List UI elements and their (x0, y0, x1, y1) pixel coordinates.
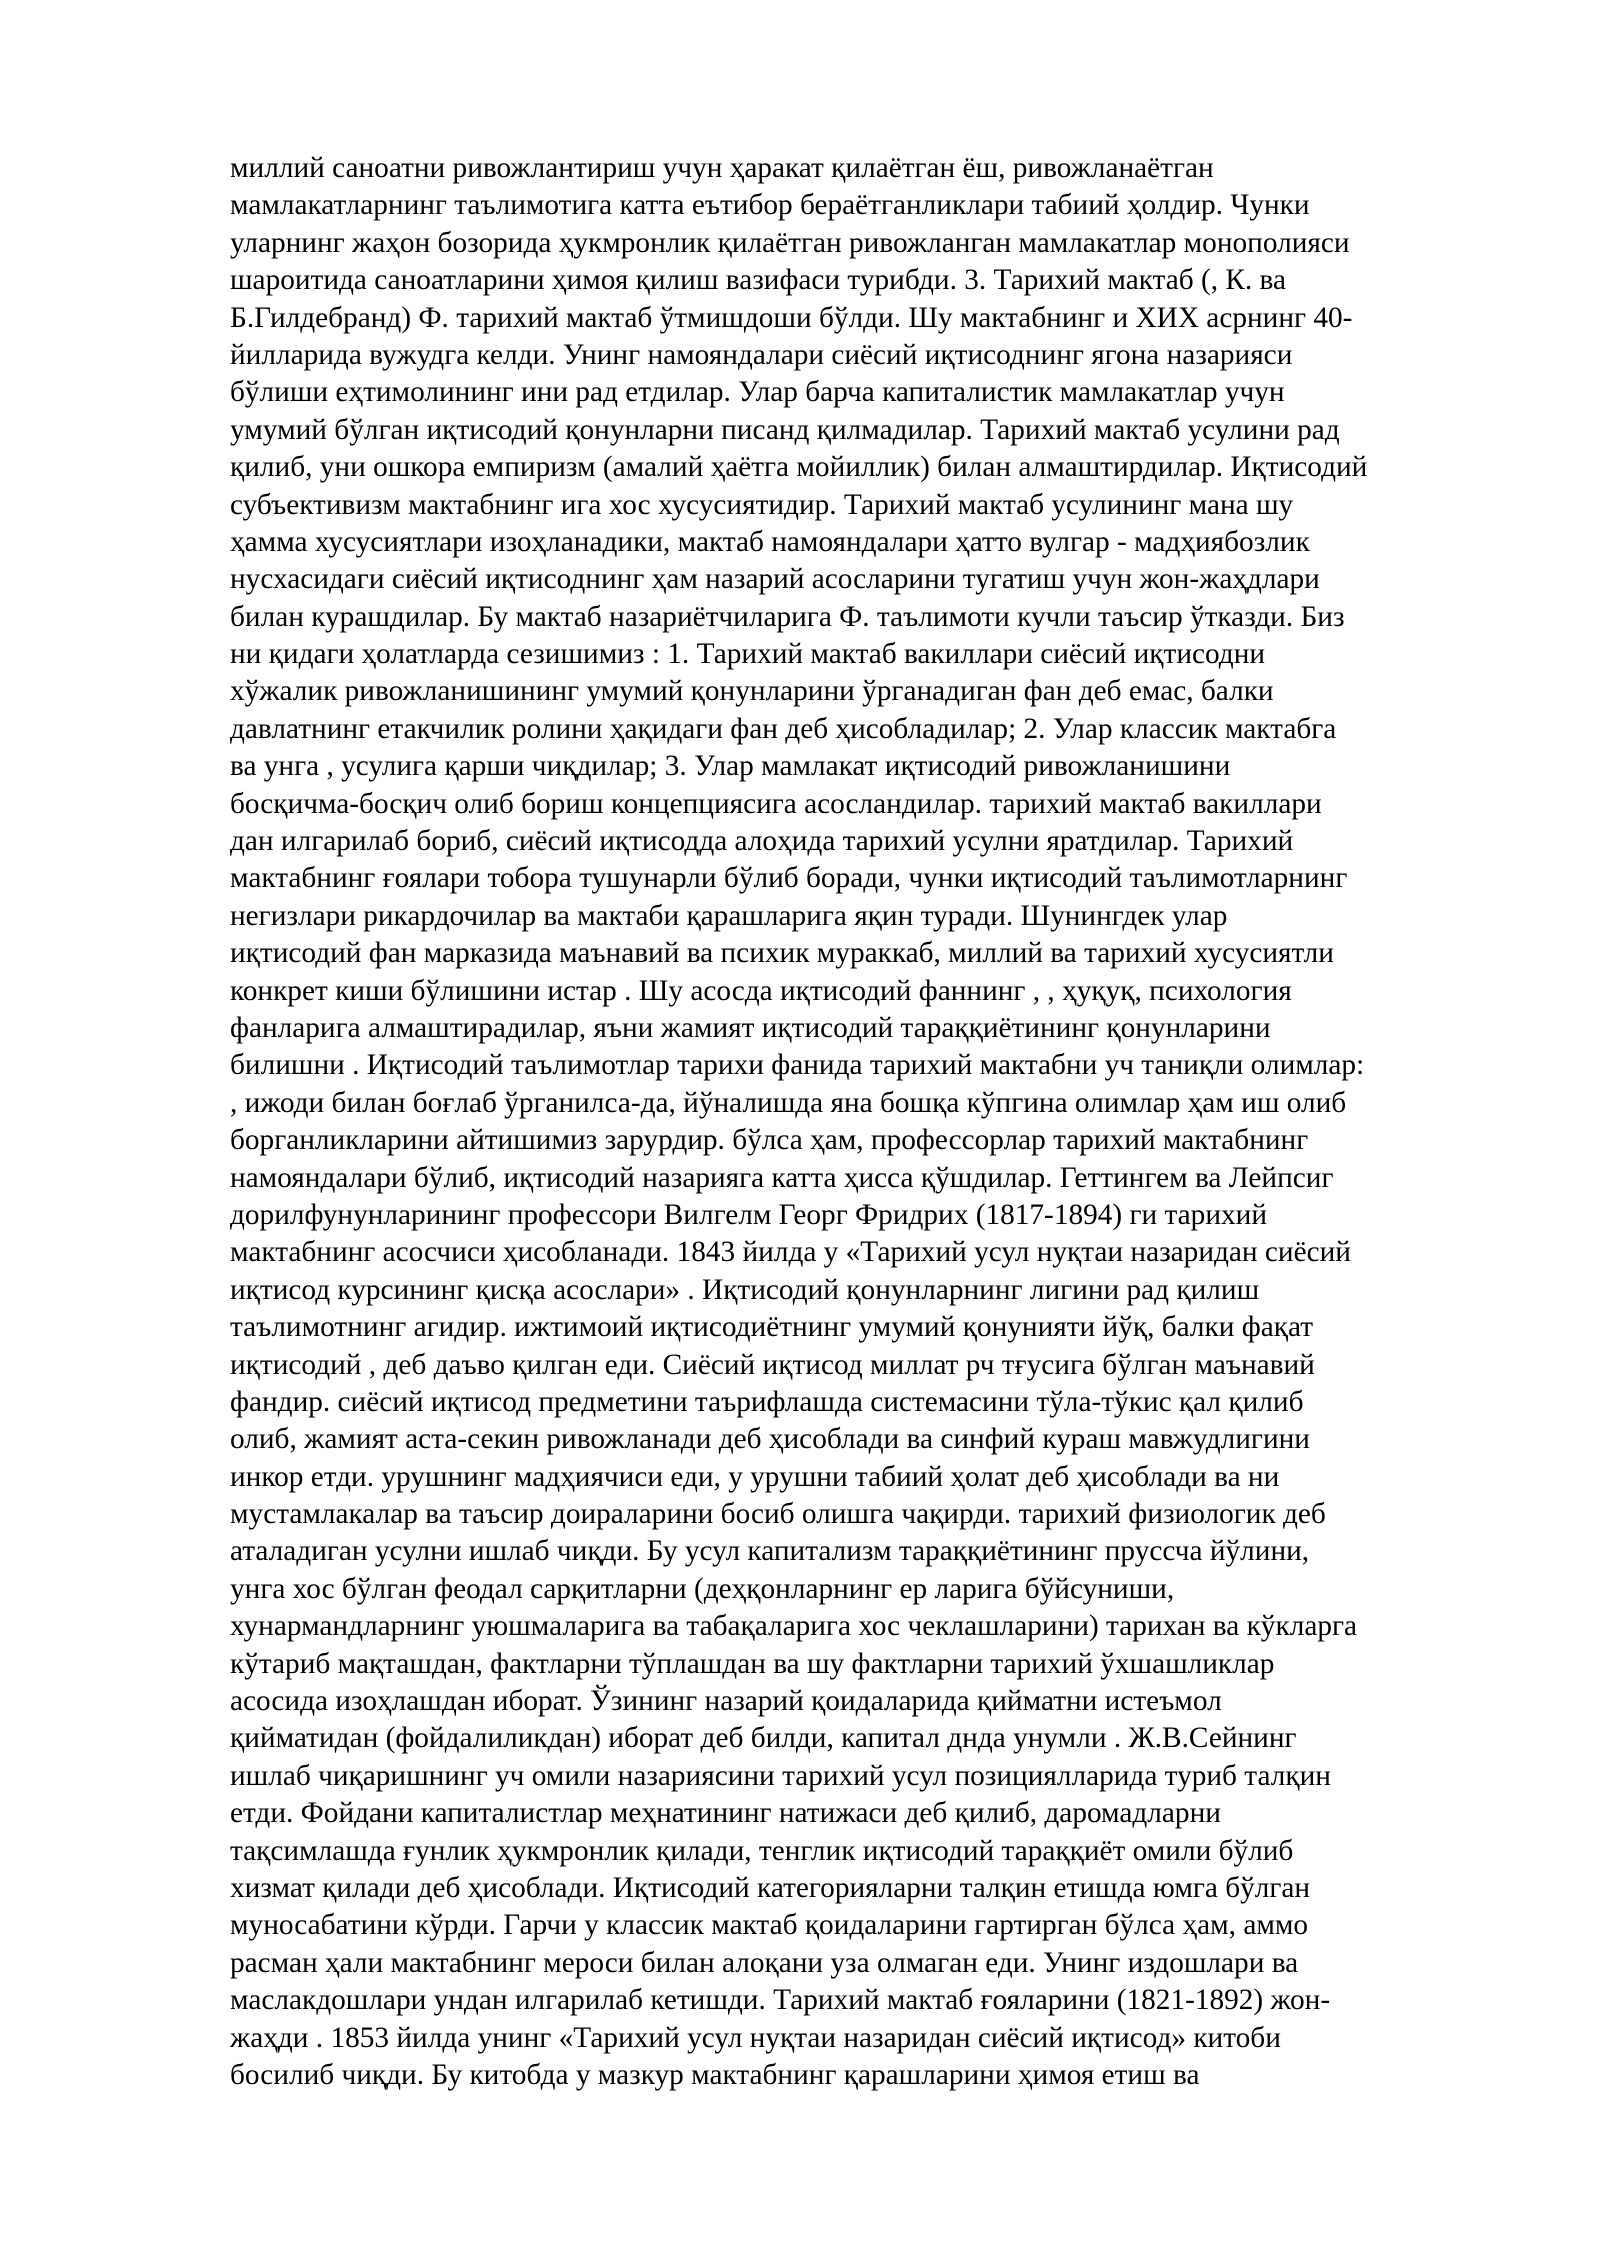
text-line: хунармандларнинг уюшмаларига ва табақаларига хос чеклашларини) тарихан ва кўкларга (230, 1610, 1357, 1643)
text-line: ишлаб чиқаришнинг уч омили назариясини тарихий усул позициялларида туриб талқин (230, 1759, 1331, 1792)
text-line: фанларига алмаштирадилар, яъни жамият иқтисодий тараққиётининг қонунларини (230, 1011, 1271, 1044)
text-line: миллий саноатни ривожлантириш учун ҳаракат қилаётган ёш, ривожланаётган (230, 152, 1214, 184)
text-line: унга хос бўлган феодал сарқитларни (деҳқонларнинг ер ларига бўйсуниши, (230, 1572, 1175, 1605)
text-line: давлатнинг етакчилик ролини ҳақидаги фан деб ҳисобладилар; 2. Улар классик мактабга (230, 712, 1337, 745)
text-line: Б.Гилдебранд) Ф. тарихий мактаб ўтмишдоши бўлди. Шу мактабнинг и ХИХ асрнинг 40- (230, 301, 1353, 334)
text-line: кўтариб мақташдан, фактларни тўплашдан ва шу фактларни тарихий ўхшашликлар (230, 1647, 1275, 1680)
text-line: хўжалик ривожланишининг умумий қонунларини ўрганадиган фан деб емас, балки (230, 675, 1274, 708)
text-line: умумий бўлган иқтисодий қонунларни писанд қилмадилар. Тарихий мактаб усулини рад (230, 413, 1340, 446)
text-line: иқтисод курсининг қисқа асослари» . Иқтисодий қонунларнинг лигини рад қилиш (230, 1273, 1260, 1306)
text-line: уларнинг жаҳон бозорида ҳукмронлик қилаётган ривожланган мамлакатлар монополияси (230, 226, 1350, 259)
text-line: негизлари рикардочилар ва мактаби қарашларига яқин туради. Шунингдек улар (230, 899, 1228, 932)
text-line: дан илгарилаб бориб, сиёсий иқтисодда алоҳида тарихий усулни яратдилар. Тарихий (230, 825, 1294, 858)
text-line: тақсимлашда ғунлик ҳукмронлик қилади, тенглик иқтисодий тараққиёт омили бўлиб (230, 1834, 1294, 1867)
text-line: асосида изоҳлашдан иборат. Ўзининг назарий қоидаларида қийматни истеъмол (230, 1685, 1222, 1718)
text-line: иқтисодий фан марказида маънавий ва психик мураккаб, миллий ва тарихий хусусиятли (230, 937, 1334, 970)
text-line: хизмат қилади деб ҳисоблади. Иқтисодий категорияларни талқин етишда юмга бўлган (230, 1871, 1311, 1904)
text-line: билишни . Иқтисодий таълимотлар тарихи фанида тарихий мактабни уч таниқли олимлар: (230, 1049, 1365, 1082)
text-line: намояндалари бўлиб, иқтисодий назарияга катта ҳисса қўшдилар. Геттингем ва Лейпсиг (230, 1161, 1334, 1194)
text-line: етди. Фойдани капиталистлар меҳнатининг натижаси деб қилиб, даромадларни (230, 1797, 1221, 1830)
text-line: ва унга , усулига қарши чиқдилар; 3. Улар мамлакат иқтисодий ривожланишини (230, 750, 1231, 783)
text-line: аталадиган усулни ишлаб чиқди. Бу усул капитализм тараққиётининг пруссча йўлини, (230, 1535, 1310, 1568)
text-line: жаҳди . 1853 йилда унинг «Тарихий усул нуқтаи назаридан сиёсий иқтисод» китоби (230, 2021, 1281, 2054)
text-line: инкор етди. урушнинг мадҳиячиси еди, у урушни табиий ҳолат деб ҳисоблади ва ни (230, 1460, 1280, 1493)
text-line: шароитида саноатларини ҳимоя қилиш вазифаси турибди. 3. Тарихий мактаб (, К. ва (230, 264, 1286, 297)
text-line: нусхасидаги сиёсий иқтисоднинг ҳам назарий асосларини тугатиш учун жон-жаҳдлари (230, 563, 1320, 596)
text-line: субъективизм мактабнинг ига хос хусусиятидир. Тарихий мактаб усулининг мана шу (230, 488, 1294, 521)
text-line: муносабатини кўрди. Гарчи у классик мактаб қоидаларини гартирган бўлса ҳам, аммо (230, 1909, 1309, 1942)
text-line: йилларида вужудга келди. Унинг намояндалари сиёсий иқтисоднинг ягона назарияси (230, 338, 1293, 371)
text-line: ҳамма хусусиятлари изоҳланадики, мактаб намояндалари ҳатто вулгар - мадҳиябозлик (230, 525, 1310, 558)
text-line: маслакдошлари ундан илгарилаб кетишди. Тарихий мактаб ғояларини (1821-1892) жон- (230, 1984, 1331, 2017)
text-line: қийматидан (фойдалиликдан) иборат деб билди, капитал днда унумли . Ж.В.Сейнинг (230, 1722, 1297, 1755)
text-line: билан курашдилар. Бу мактаб назариётчиларига Ф. таълимоти кучли таъсир ўтказди. Биз (230, 600, 1345, 633)
text-line: иқтисодий , деб даъво қилган еди. Сиёсий иқтисод миллат рч тғусига бўлган маънавий (230, 1348, 1315, 1381)
text-line: мамлакатларнинг таълимотига катта еътибор бераётганликлари табиий ҳолдир. Чунки (230, 189, 1310, 222)
text-line: конкрет киши бўлишини истар . Шу асосда иқтисодий фаннинг , , ҳуқуқ, психология (230, 974, 1292, 1007)
text-line: дорилфунунларининг профессори Вилгелм Георг Фридрих (1817-1894) ги тарихий (230, 1198, 1268, 1231)
text-line: бўлиши еҳтимолининг ини рад етдилар. Улар барча капиталистик мамлакатлар учун (230, 376, 1285, 409)
text-line: қилиб, уни ошкора емпиризм (амалий ҳаётга мойиллик) билан алмаштирдилар. Иқтисодий (230, 451, 1368, 484)
text-line: , ижоди билан боғлаб ўрганилса-да, йўналишда яна бошқа кўпгина олимлар ҳам иш олиб (230, 1086, 1347, 1119)
text-line: мустамлакалар ва таъсир доираларини босиб олишга чақирди. тарихий физиологик деб (230, 1498, 1326, 1531)
text-line: расман ҳали мактабнинг мероси билан алоқани уза олмаган еди. Унинг издошлари ва (230, 1946, 1299, 1979)
text-line: босилиб чиқди. Бу китобда у мазкур мактабнинг қарашларини ҳимоя етиш ва (230, 2058, 1200, 2091)
text-line: фандир. сиёсий иқтисод предметини таърифлашда системасини тўла-тўкис қал қилиб (230, 1385, 1304, 1418)
text-line: борганликларини айтишимиз зарурдир. бўлса ҳам, профессорлар тарихий мактабнинг (230, 1124, 1309, 1157)
text-line: мактабнинг асосчиси ҳисобланади. 1843 йилда у «Тарихий усул нуқтаи назаридан сиёсий (230, 1236, 1351, 1269)
text-line: босқичма-босқич олиб бориш концепциясига асосландилар. тарихий мактаб вакиллари (230, 787, 1322, 820)
body-text (230, 150, 1500, 2094)
text-line: ни қидаги ҳолатларда сезишимиз : 1. Тарихий мактаб вакиллари сиёсий иқтисодни (230, 638, 1266, 671)
text-line: мактабнинг ғоялари тобора тушунарли бўлиб боради, чунки иқтисодий таълимотларнинг (230, 862, 1348, 895)
text-line: таълимотнинг агидир. ижтимоий иқтисодиётнинг умумий қонунияти йўқ, балки фақат (230, 1311, 1314, 1344)
text-line: олиб, жамият аста-секин ривожланади деб ҳисоблади ва синфий кураш мавжудлигини (230, 1423, 1310, 1456)
